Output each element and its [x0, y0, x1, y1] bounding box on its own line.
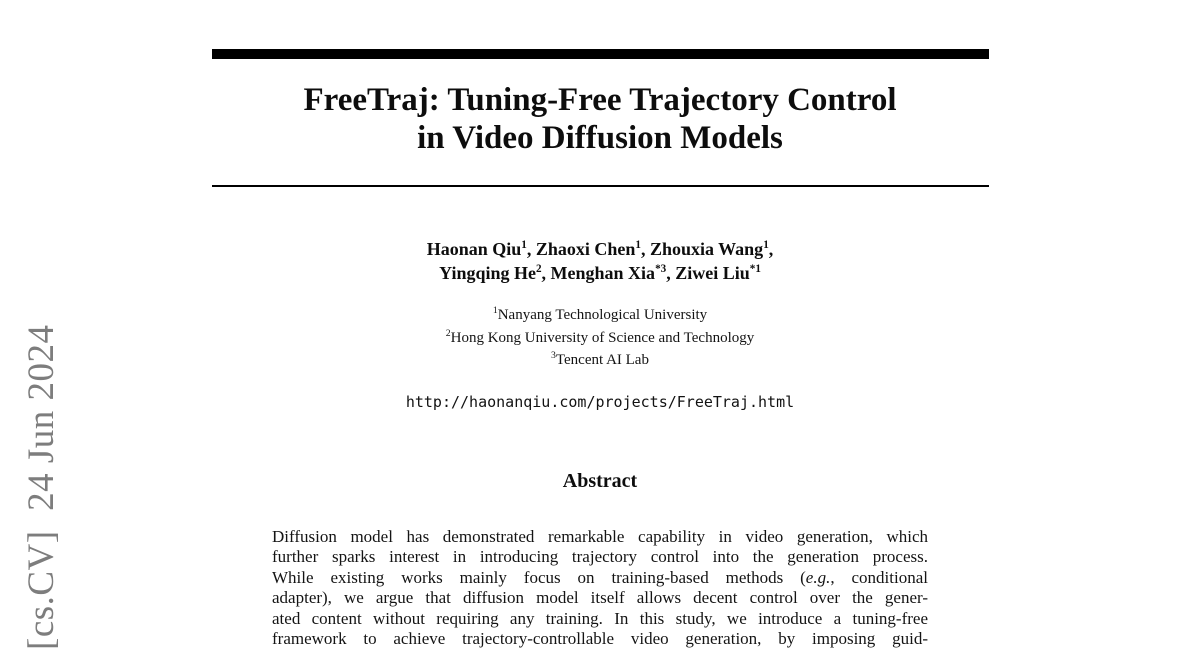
affiliation-block [212, 304, 989, 372]
author-name: Yingqing He$^2$, [439, 263, 551, 283]
paper-title [212, 81, 989, 157]
author-affil-sup: 1 [521, 239, 527, 251]
title-rule-bottom [212, 185, 989, 187]
affiliation-line [212, 304, 989, 327]
author-name: Ziwei Liu$^{*1}$ [675, 263, 761, 283]
project-url-link[interactable]: http://haonanqiu.com/projects/FreeTraj.html [405, 392, 795, 411]
author-affil-sup: 1 [763, 239, 769, 251]
author-separator: , [666, 263, 676, 283]
affiliation-text: Tencent AI Lab [555, 352, 649, 368]
abstract-line: While existing works mainly focus on training-based methods (e.g., conditional [272, 567, 928, 587]
title-rule-top [212, 49, 989, 59]
author-separator: , [768, 239, 774, 259]
author-separator: , [541, 263, 551, 283]
author-affil-sup: *1 [749, 263, 761, 275]
affiliation-sup: 1 [492, 305, 498, 316]
author-separator: , [640, 239, 650, 259]
paper-title-line1: FreeTraj: Tuning-Free Trajectory Control [303, 82, 897, 118]
affiliation-sup: 2 [445, 327, 451, 339]
paper-content-column [212, 0, 989, 650]
abstract-line: further sparks interest in introducing trajectory control into the generation process. [272, 547, 928, 566]
author-separator: , [526, 239, 536, 259]
paper-title-line2: in Video Diffusion Models [417, 120, 783, 156]
abstract-line: framework to achieve trajectory-controllable video generation, by imposing guid- [272, 629, 928, 648]
affiliation-text: Hong Kong University of Science and Technology [450, 329, 755, 346]
author-affil-sup: *3 [655, 263, 667, 275]
author-name: Zhaoxi Chen$^1$, [535, 239, 650, 259]
affiliation-line [212, 349, 989, 372]
author-name: Haonan Qiu$^1$, [426, 239, 536, 259]
author-name: Menghan Xia$^{*3}$, [550, 263, 676, 283]
arxiv-watermark: [cs.CV] 24 Jun 2024 [21, 324, 62, 650]
affiliation-line [212, 327, 989, 350]
abstract-line: Diffusion model has demonstrated remarkable capability in video generation, which [272, 526, 928, 546]
author-affil-sup: 1 [635, 239, 641, 251]
abstract-heading: Abstract [562, 469, 638, 492]
affiliation-text: Nanyang Technological University [497, 307, 708, 323]
abstract-line: ated content without requiring any training. In this study, we introduce a tuning-free [272, 608, 928, 628]
author-line-2 [212, 261, 989, 285]
author-name: Zhouxia Wang$^1$, [649, 239, 774, 259]
author-block [212, 237, 989, 285]
author-affil-sup: 2 [535, 263, 542, 275]
author-line-1 [212, 237, 989, 261]
project-url-row [212, 392, 989, 413]
affiliation-sup: 3 [551, 350, 556, 361]
abstract-line: adapter), we argue that diffusion model itself allows decent control over the gener- [272, 588, 928, 607]
abstract-text [272, 527, 928, 650]
